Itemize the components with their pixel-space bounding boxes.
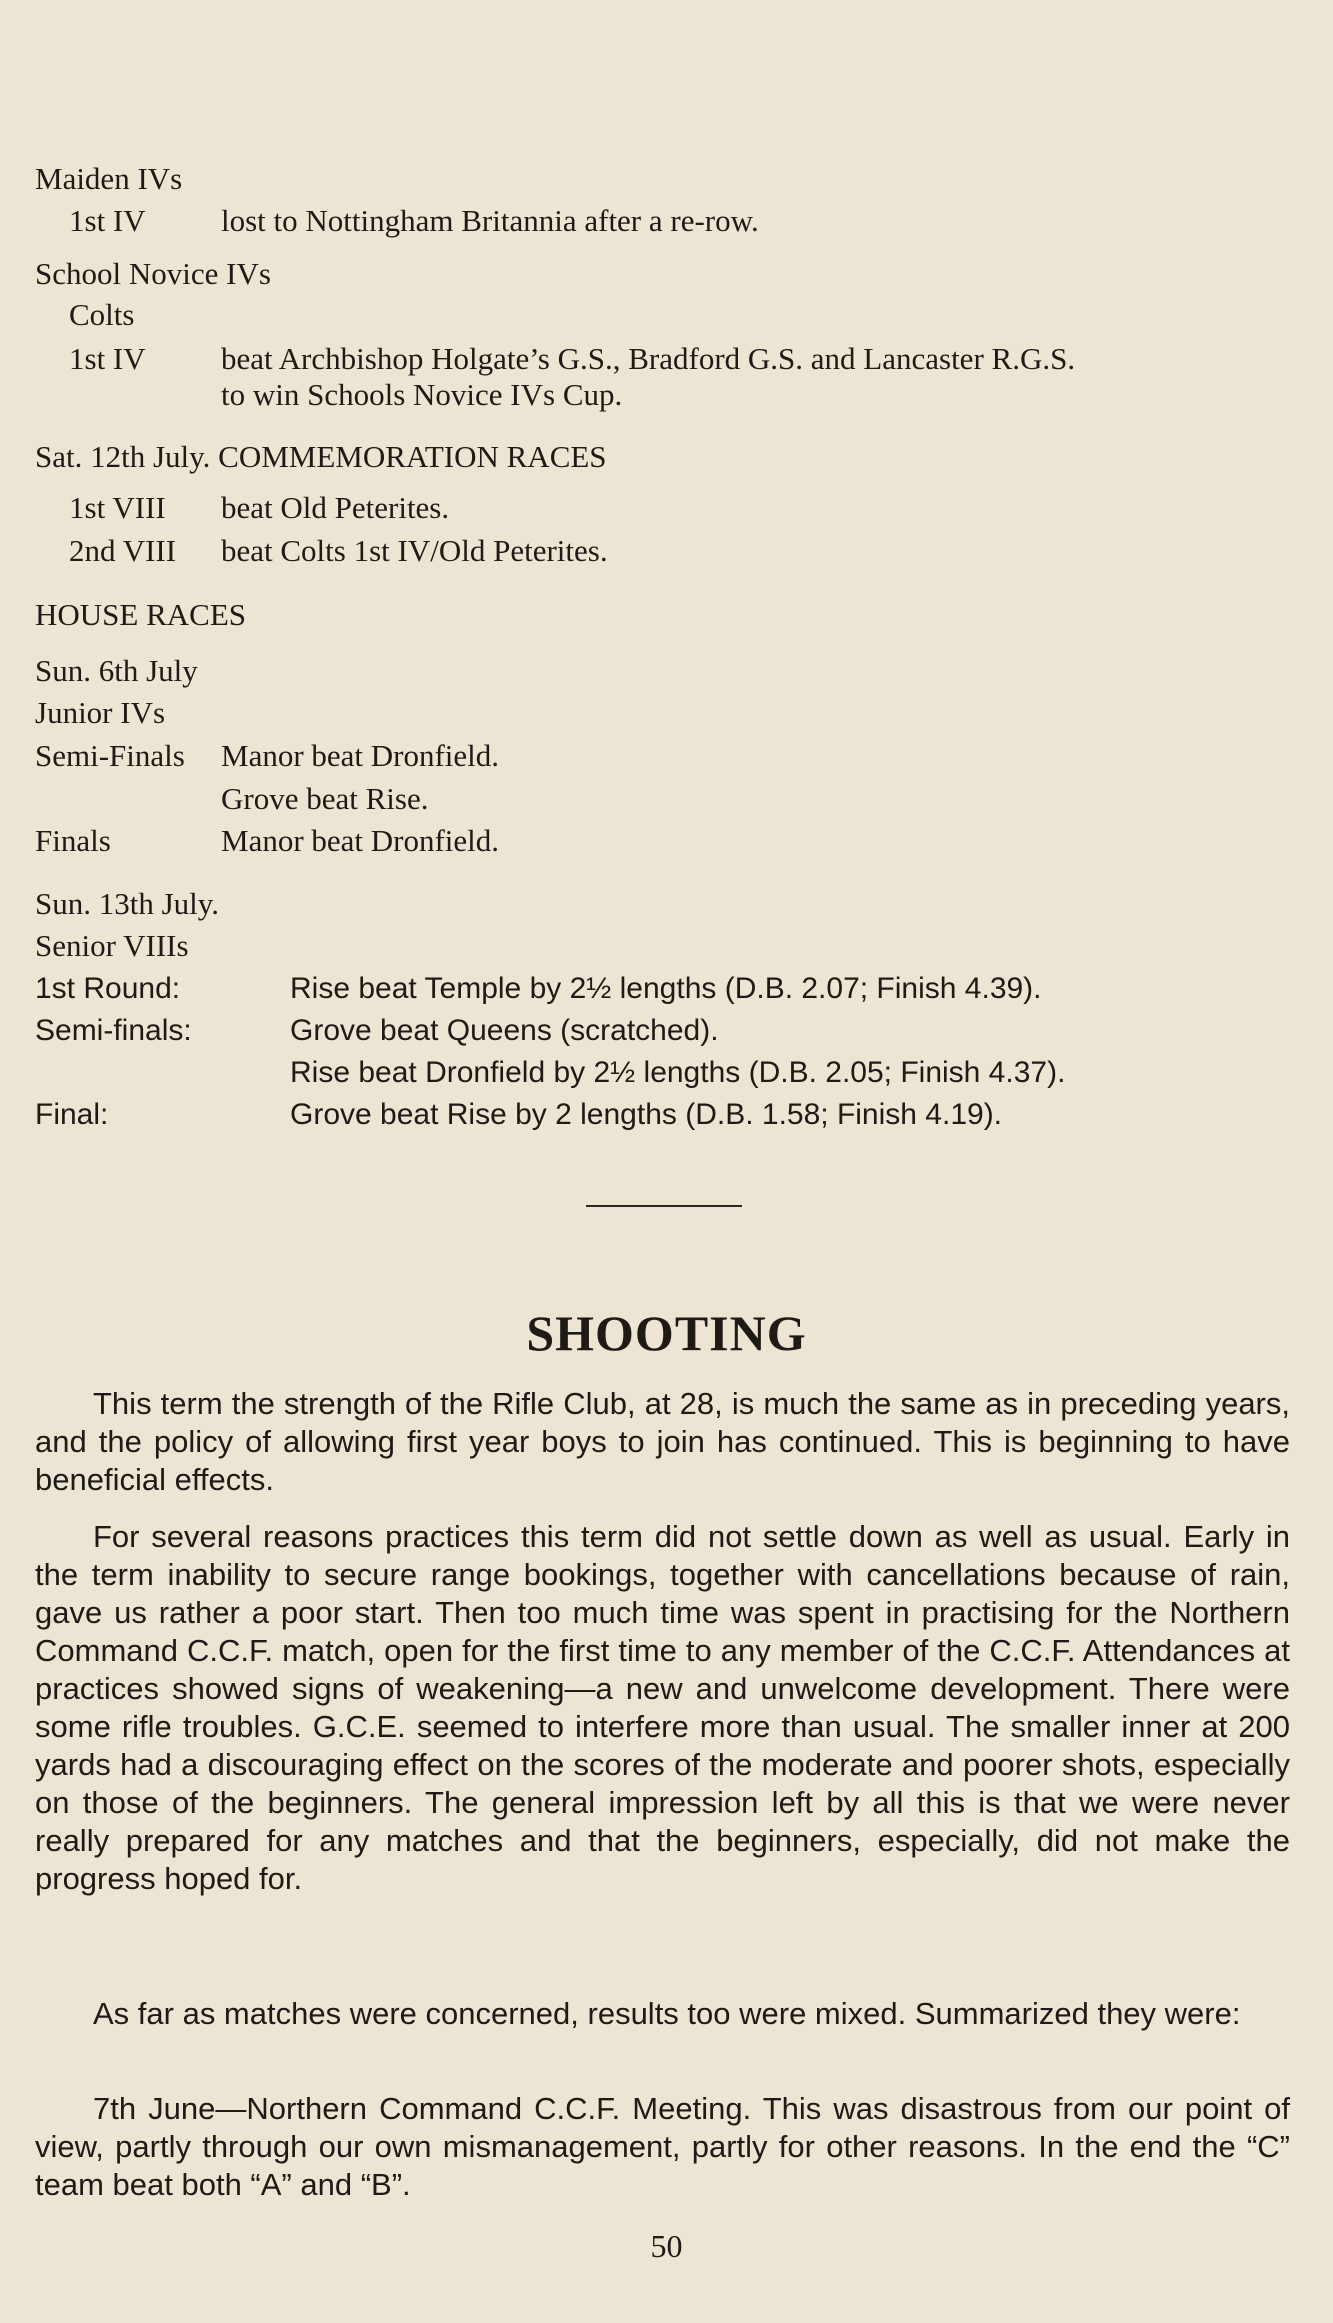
junior-date: Sun. 6th July	[35, 653, 198, 688]
senior-semi-label: Semi-finals:	[35, 1014, 192, 1047]
senior-round1-label: 1st Round:	[35, 972, 181, 1005]
junior-semi-label: Semi-Finals	[35, 738, 185, 773]
senior-semi-result-1: Grove beat Queens (scratched).	[290, 1014, 719, 1047]
junior-final-result: Manor beat Dronfield.	[221, 823, 500, 858]
junior-final-label: Finals	[35, 823, 111, 858]
senior-final-label: Final:	[35, 1098, 109, 1131]
shooting-paragraph-2: For several reasons practices this term did not settle down as well as usual. Early in the term inability to secure range bookings, together with cancellations because of rain, gave us rather a poor start. Then too much time was spent in practising for the Northern Command C.C.F. match, open for the first time to any member of the C.C.F. Attendances at practices showed signs of weakening—a new and unwelcome development. There were some rifle troubles. G.C.E. seemed to interfere more than usual. The smaller inner at 200 yards had a discouraging effect on the scores of the moderate and poorer shots, especially on those of the beginners. The general impression left by all this is that we were never really prepared for any matches and that the beginners, especially, did not make the progress hoped for.	[35, 1519, 1290, 1896]
novice-colts: Colts	[69, 297, 135, 332]
senior-final-result: Grove beat Rise by 2 lengths (D.B. 1.58; Finish 4.19).	[290, 1098, 1003, 1131]
novice-crew: 1st IV	[69, 341, 146, 376]
junior-ivs-label: Junior IVs	[35, 695, 166, 730]
junior-semi-result-2: Grove beat Rise.	[221, 781, 429, 816]
commem-result: beat Colts 1st IV/Old Peterites.	[221, 533, 608, 568]
commemoration-heading: Sat. 12th July. COMMEMORATION RACES	[35, 439, 607, 474]
house-races-heading: HOUSE RACES	[35, 597, 247, 632]
shooting-title: SHOOTING	[526, 1305, 807, 1361]
senior-date: Sun. 13th July.	[35, 886, 220, 921]
novice-result-line2: to win Schools Novice IVs Cup.	[221, 377, 623, 412]
commem-result: beat Old Peterites.	[221, 490, 450, 525]
commem-crew: 1st VIII	[69, 490, 166, 525]
novice-ivs-heading: School Novice IVs	[35, 256, 271, 291]
shooting-paragraph-1: This term the strength of the Rifle Club, at 28, is much the same as in preceding years, and the policy of allowing first year boys to join has continued. This is beginning to have beneficial effects.	[35, 1386, 1290, 1497]
shooting-paragraph-3: As far as matches were concerned, results too were mixed. Summarized they were:	[93, 1996, 1241, 2031]
section-divider	[586, 1205, 742, 1207]
junior-semi-result-1: Manor beat Dronfield.	[221, 738, 500, 773]
novice-result-line1: beat Archbishop Holgate’s G.S., Bradford G.S. and Lancaster R.G.S.	[221, 341, 1076, 376]
maiden-result: lost to Nottingham Britannia after a re-row.	[221, 203, 759, 238]
page-number: 50	[650, 2228, 683, 2264]
commem-crew: 2nd VIII	[69, 533, 177, 568]
shooting-paragraph-4: 7th June—Northern Command C.C.F. Meeting. This was disastrous from our point of view, partly through our own mismanagement, partly for other reasons. In the end the “C” team beat both “A” and “B”.	[35, 2091, 1290, 2202]
senior-viiis-label: Senior VIIIs	[35, 928, 189, 963]
senior-semi-result-2: Rise beat Dronfield by 2½ lengths (D.B. 2.05; Finish 4.37).	[290, 1056, 1066, 1089]
maiden-ivs-heading: Maiden IVs	[35, 161, 183, 196]
senior-round1-result: Rise beat Temple by 2½ lengths (D.B. 2.07; Finish 4.39).	[290, 972, 1042, 1005]
maiden-crew: 1st IV	[69, 203, 146, 238]
